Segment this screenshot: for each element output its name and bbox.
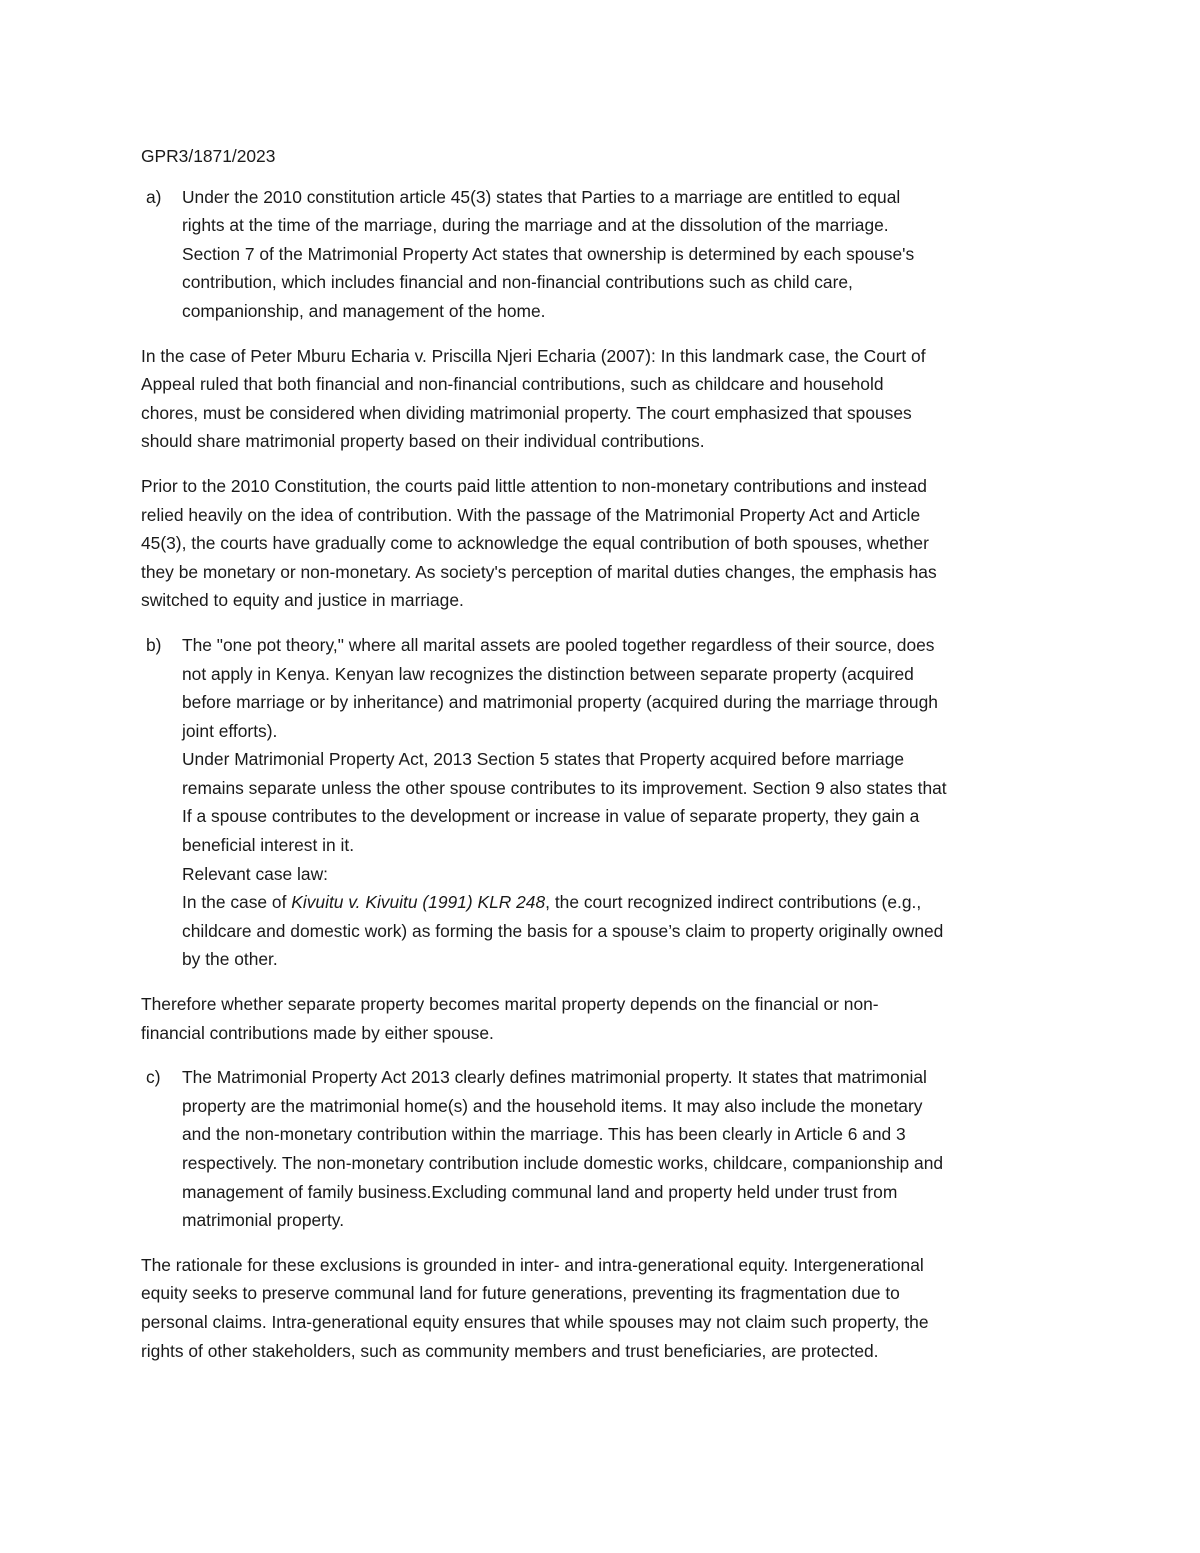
section-a (141, 183, 1076, 326)
text-line: contribution, which includes financial and non-financial contributions such as child care, (182, 272, 853, 293)
document-id: GPR3/1871/2023 (141, 146, 276, 166)
paragraph-prior-to-constitution (141, 472, 1076, 615)
paragraph-therefore (141, 990, 1076, 1047)
text-line: before marriage or by inheritance) and matrimonial property (acquired during the marriage through (182, 692, 938, 713)
paragraph-rationale (141, 1251, 1076, 1365)
text-line: The Matrimonial Property Act 2013 clearly defines matrimonial property. It states that matrimonial (182, 1067, 927, 1088)
text-line: companionship, and management of the home. (182, 300, 546, 321)
text-line: 45(3), the courts have gradually come to acknowledge the equal contribution of both spouses, whether (141, 533, 929, 554)
list-marker-a: a) (146, 186, 162, 207)
text-line: Relevant case law: (182, 863, 328, 884)
text-line: and the non-monetary contribution within the marriage. This has been clearly in Article 6 and 3 (182, 1124, 906, 1145)
text-line: not apply in Kenya. Kenyan law recognizes the distinction between separate property (acquired (182, 663, 914, 684)
list-marker-b: b) (146, 634, 162, 655)
text-line: The rationale for these exclusions is grounded in inter- and intra-generational equity. Intergenerational (141, 1254, 924, 1275)
text-line: If a spouse contributes to the development or increase in value of separate property, they gain a (182, 806, 920, 827)
list-marker-c: c) (146, 1067, 161, 1088)
text-line: The "one pot theory," where all marital assets are pooled together regardless of their source, does (182, 634, 935, 655)
text-line: beneficial interest in it. (182, 835, 355, 856)
text-line: Under the 2010 constitution article 45(3) states that Parties to a marriage are entitled to equal (182, 186, 901, 207)
text-line: Therefore whether separate property becomes marital property depends on the financial or non- (141, 994, 879, 1015)
text-line: respectively. The non-monetary contribution include domestic works, childcare, companionship and (182, 1153, 944, 1173)
case-citation-line (182, 888, 1076, 917)
text-line: joint efforts). (182, 720, 278, 741)
section-b (141, 631, 1076, 974)
text-line: by the other. (182, 949, 278, 970)
text-line: rights at the time of the marriage, during the marriage and at the dissolution of the marriage. (182, 215, 889, 236)
text-line: financial contributions made by either spouse. (141, 1022, 494, 1043)
text-line: Under Matrimonial Property Act, 2013 Section 5 states that Property acquired before marriage (182, 749, 905, 770)
text-line: Prior to the 2010 Constitution, the courts paid little attention to non-monetary contributions and instead (141, 475, 927, 496)
text-line: In the case of Peter Mburu Echaria v. Priscilla Njeri Echaria (2007): In this landmark case, the Court of (141, 345, 926, 366)
text-line: Appeal ruled that both financial and non-financial contributions, such as childcare and household (141, 374, 884, 395)
document-page (141, 142, 1076, 1381)
text-line: remains separate unless the other spouse contributes to its improvement. Section 9 also states that (182, 777, 947, 798)
case-prefix: In the case of (182, 892, 292, 913)
text-line: matrimonial property. (182, 1210, 345, 1231)
text-line: relied heavily on the idea of contribution. With the passage of the Matrimonial Property Act and Article (141, 504, 921, 525)
text-line: they be monetary or non-monetary. As society's perception of marital duties changes, the emphasis has (141, 561, 937, 582)
text-line: childcare and domestic work) as forming the basis for a spouse’s claim to property originally owned (182, 920, 944, 941)
paragraph-echaria-case (141, 342, 1076, 456)
text-line: property are the matrimonial home(s) and the household items. It may also include the monetary (182, 1095, 923, 1116)
text-line: should share matrimonial property based on their individual contributions. (141, 431, 705, 452)
text-line: management of family business.Excluding communal land and property held under trust from (182, 1181, 898, 1202)
text-line: equity seeks to preserve communal land for future generations, preventing its fragmentation due to (141, 1283, 900, 1304)
text-line: rights of other stakeholders, such as community members and trust beneficiaries, are protected. (141, 1340, 879, 1361)
text-line: Section 7 of the Matrimonial Property Act states that ownership is determined by each spouse's (182, 243, 915, 264)
case-name: Kivuitu v. Kivuitu (1991) KLR 248 (291, 892, 546, 913)
text-line: switched to equity and justice in marriage. (141, 590, 464, 611)
case-suffix: , the court recognized indirect contributions (e.g., (545, 892, 922, 913)
section-c (141, 1063, 1076, 1235)
text-line: personal claims. Intra-generational equity ensures that while spouses may not claim such property, the (141, 1311, 929, 1332)
text-line: chores, must be considered when dividing matrimonial property. The court emphasized that spouses (141, 402, 912, 423)
